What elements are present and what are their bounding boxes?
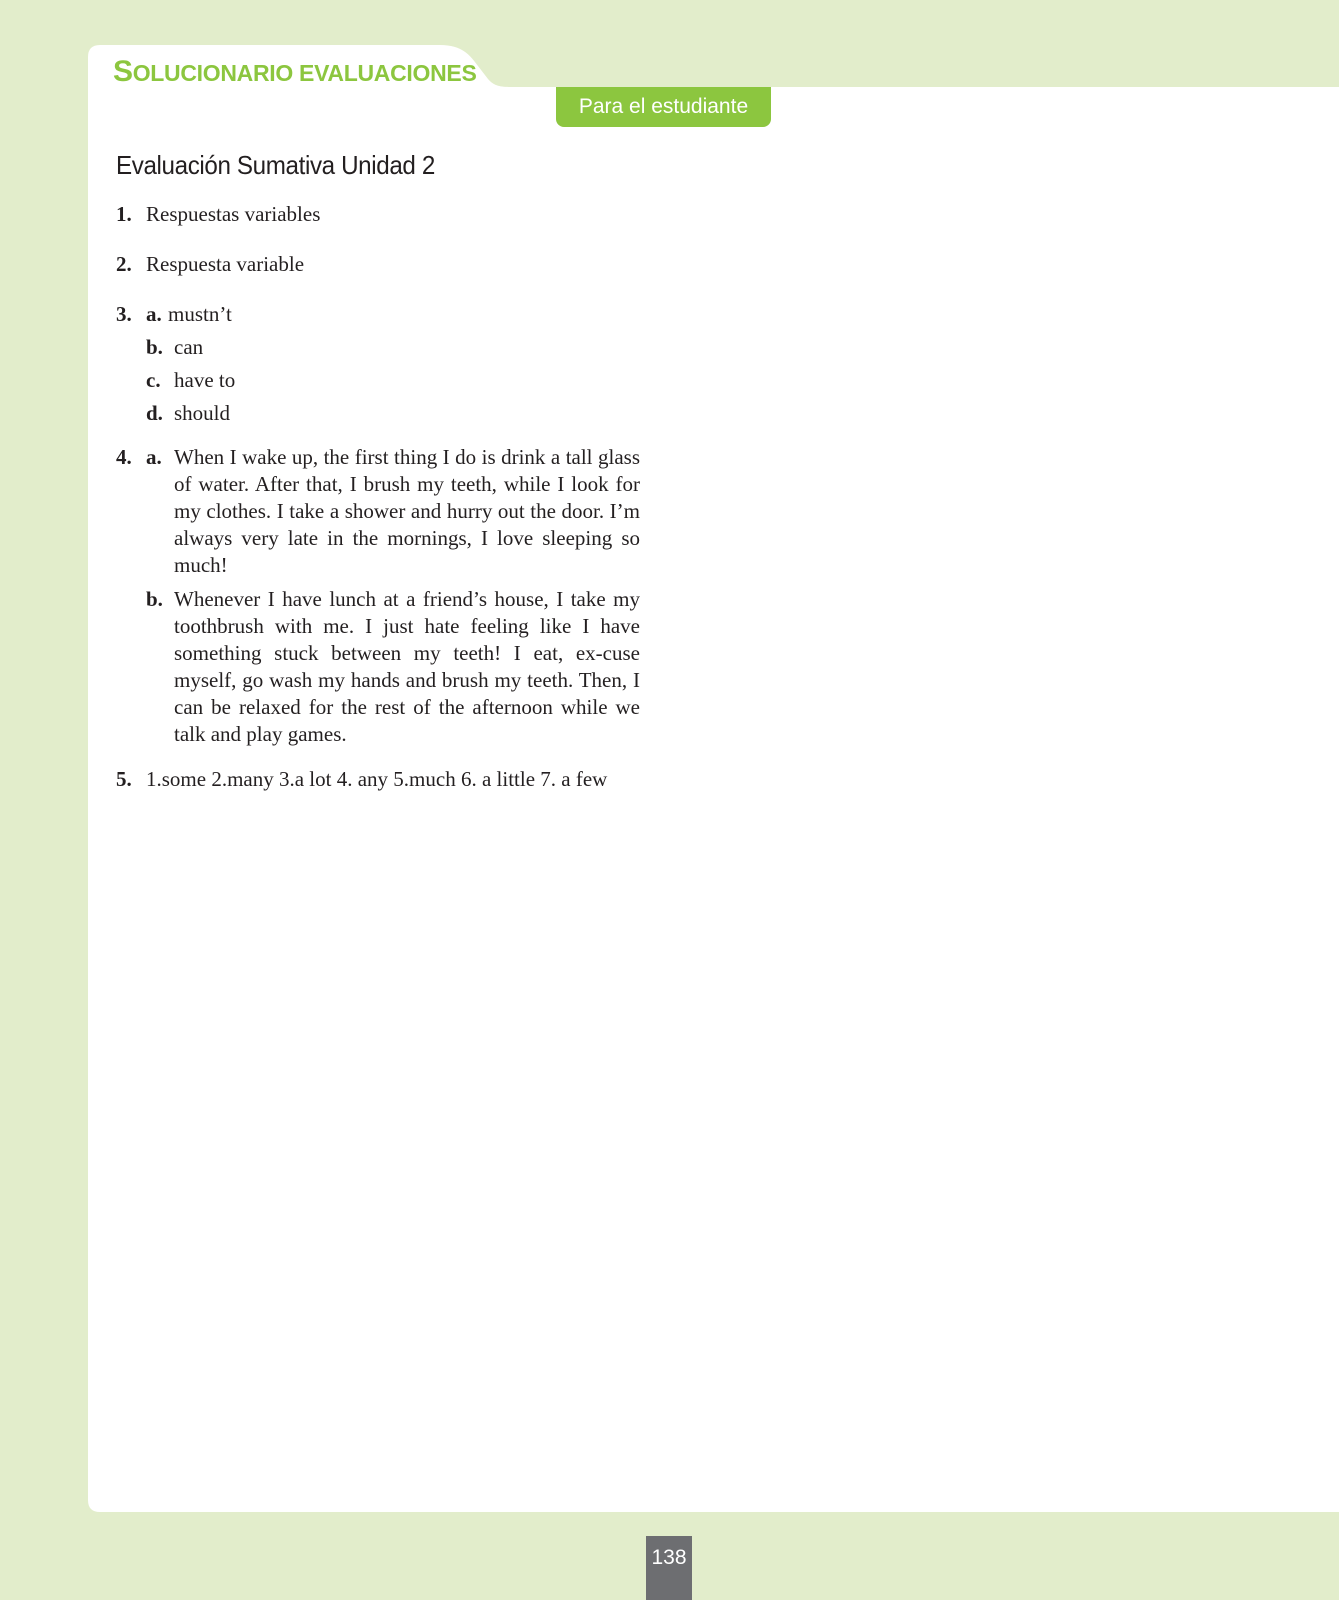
- answer-number: 3.: [116, 302, 132, 326]
- answer-text: 1.some 2.many 3.a lot 4. any 5.much 6. a little 7. a few: [146, 767, 608, 791]
- item-letter: d.: [146, 401, 163, 425]
- item-text: should: [174, 401, 231, 425]
- answer-text: Respuesta variable: [146, 252, 305, 276]
- item-letter: a.: [146, 302, 162, 326]
- item-letter: b.: [146, 335, 163, 359]
- answer-number: 5.: [116, 767, 132, 791]
- answer-number: 2.: [116, 252, 132, 276]
- answer-text: Respuestas variables: [146, 202, 321, 226]
- answer-number: 1.: [116, 202, 132, 226]
- item-paragraph: Whenever I have lunch at a friend’s house, I take my toothbrush with me. I just hate feeling like I have something stuck between my teeth! I eat, ex-cuse myself, go wash my hands and brush my teeth. Then, I can be relaxed for the rest of the afternoon while we talk and play games.: [174, 587, 640, 746]
- student-tab-badge: Para el estudiante: [556, 87, 771, 127]
- item-letter: c.: [146, 368, 161, 392]
- item-paragraph: When I wake up, the first thing I do is drink a tall glass of water. After that, I brush my teeth, while I look for my clothes. I take a shower and hurry out the door. I’m always very late in the mornings, I love sleeping so much!: [174, 445, 640, 577]
- header-title: [113, 55, 477, 89]
- item-text: have to: [174, 368, 236, 392]
- item-letter: b.: [146, 587, 163, 611]
- answer-number: 4.: [116, 445, 132, 469]
- item-text: mustn’t: [168, 302, 232, 326]
- item-letter: a.: [146, 445, 162, 469]
- section-title: Evaluación Sumativa Unidad 2: [116, 150, 435, 180]
- item-text: can: [174, 335, 204, 359]
- header-title-initial: S: [113, 55, 133, 88]
- page-number: 138: [646, 1536, 692, 1600]
- header-title-rest: OLUCIONARIO EVALUACIONES: [132, 60, 477, 86]
